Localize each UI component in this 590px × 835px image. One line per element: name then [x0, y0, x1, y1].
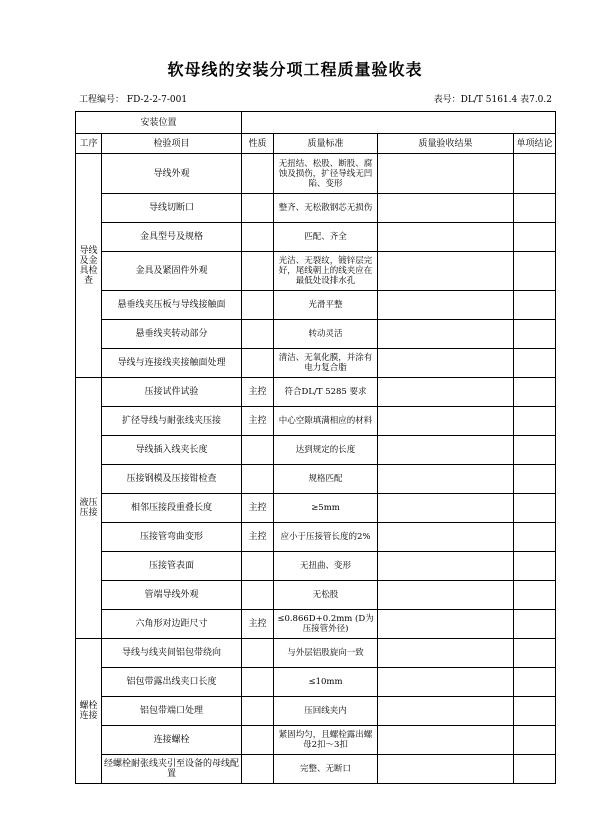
quality-standard: 压回线夹内 [274, 697, 378, 726]
result-cell[interactable] [378, 465, 514, 494]
inspection-item: 六角形对边距尺寸 [102, 610, 242, 639]
table-row [76, 349, 556, 378]
conclusion-cell[interactable] [514, 291, 556, 320]
quality-standard: 光洁、无裂纹，镀锌层完好，尾线朝上的线夹应在最低处设排水孔 [274, 252, 378, 291]
result-cell[interactable] [378, 523, 514, 552]
quality-standard: 达到规定的长度 [274, 436, 378, 465]
table-row [76, 523, 556, 552]
inspection-item: 铝包带露出线夹口长度 [102, 668, 242, 697]
result-cell[interactable] [378, 755, 514, 784]
quality-standard: ≥5mm [274, 494, 378, 523]
result-cell[interactable] [378, 639, 514, 668]
item-nature [242, 194, 274, 223]
header-item: 检验项目 [102, 134, 242, 154]
conclusion-cell[interactable] [514, 436, 556, 465]
quality-standard: 规格匹配 [274, 465, 378, 494]
conclusion-cell[interactable] [514, 697, 556, 726]
result-cell[interactable] [378, 349, 514, 378]
item-nature [242, 223, 274, 252]
conclusion-cell[interactable] [514, 639, 556, 668]
result-cell[interactable] [378, 552, 514, 581]
item-nature [242, 320, 274, 349]
quality-standard: 完整、无断口 [274, 755, 378, 784]
table-row [76, 552, 556, 581]
conclusion-cell[interactable] [514, 494, 556, 523]
table-row [76, 668, 556, 697]
table-row [76, 697, 556, 726]
quality-standard: 匹配、齐全 [274, 223, 378, 252]
project-number-value: FD-2-2-7-001 [126, 95, 188, 105]
inspection-item: 导线与线夹间铝包带绕向 [102, 639, 242, 668]
conclusion-cell[interactable] [514, 252, 556, 291]
conclusion-cell[interactable] [514, 349, 556, 378]
conclusion-cell[interactable] [514, 581, 556, 610]
inspection-item: 压接管弯曲变形 [102, 523, 242, 552]
process-group-label: 液压压接 [76, 378, 102, 639]
inspection-item: 金具型号及规格 [102, 223, 242, 252]
item-nature [242, 465, 274, 494]
quality-standard: 无松股 [274, 581, 378, 610]
inspection-item: 扩径导线与耐张线夹压接 [102, 407, 242, 436]
table-row [76, 610, 556, 639]
item-nature [242, 252, 274, 291]
conclusion-cell[interactable] [514, 668, 556, 697]
item-nature [242, 349, 274, 378]
item-nature [242, 755, 274, 784]
result-cell[interactable] [378, 407, 514, 436]
quality-standard: 紧固均匀，且螺栓露出螺母2扣～3扣 [274, 726, 378, 755]
conclusion-cell[interactable] [514, 194, 556, 223]
table-row [76, 726, 556, 755]
item-nature: 主控 [242, 407, 274, 436]
result-cell[interactable] [378, 223, 514, 252]
result-cell[interactable] [378, 697, 514, 726]
location-value[interactable] [242, 112, 556, 134]
conclusion-cell[interactable] [514, 223, 556, 252]
inspection-item: 导线插入线夹长度 [102, 436, 242, 465]
quality-standard: 清洁、无氧化膜，并涂有电力复合脂 [274, 349, 378, 378]
conclusion-cell[interactable] [514, 378, 556, 407]
result-cell[interactable] [378, 610, 514, 639]
item-nature [242, 154, 274, 194]
table-row [76, 320, 556, 349]
quality-standard: 与外层铝股旋向一致 [274, 639, 378, 668]
conclusion-cell[interactable] [514, 755, 556, 784]
inspection-item: 导线与连接线夹接触面处理 [102, 349, 242, 378]
header-process: 工序 [76, 134, 102, 154]
conclusion-cell[interactable] [514, 552, 556, 581]
quality-standard: 转动灵活 [274, 320, 378, 349]
project-number [79, 92, 187, 105]
inspection-item: 铝包带端口处理 [102, 697, 242, 726]
inspection-item: 压接管表面 [102, 552, 242, 581]
item-nature [242, 697, 274, 726]
quality-standard: 整齐、无松散钢芯无损伤 [274, 194, 378, 223]
conclusion-cell[interactable] [514, 320, 556, 349]
quality-standard: ≤0.866D+0.2mm (D为压接管外径) [274, 610, 378, 639]
header-nature: 性质 [242, 134, 274, 154]
inspection-item: 压接试件试验 [102, 378, 242, 407]
table-row [76, 639, 556, 668]
item-nature [242, 552, 274, 581]
quality-standard: 符合DL/T 5285 要求 [274, 378, 378, 407]
inspection-item: 悬垂线夹压板与导线接触面 [102, 291, 242, 320]
result-cell[interactable] [378, 668, 514, 697]
table-row [76, 291, 556, 320]
conclusion-cell[interactable] [514, 465, 556, 494]
table-row [76, 154, 556, 194]
item-nature [242, 668, 274, 697]
inspection-item: 管端导线外观 [102, 581, 242, 610]
quality-standard: ≤10mm [274, 668, 378, 697]
table-row [76, 465, 556, 494]
inspection-item: 压接钢模及压接钳检查 [102, 465, 242, 494]
table-row [76, 436, 556, 465]
item-nature [242, 726, 274, 755]
table-row [76, 755, 556, 784]
item-nature [242, 436, 274, 465]
item-nature: 主控 [242, 494, 274, 523]
item-nature [242, 639, 274, 668]
result-cell[interactable] [378, 581, 514, 610]
header-conclusion: 单项结论 [514, 134, 556, 154]
process-group-label: 导线及金具检查 [76, 154, 102, 378]
inspection-item: 金具及紧固件外观 [102, 252, 242, 291]
project-number-label: 工程编号： [79, 95, 125, 105]
form-number: 表号：DL/T 5161.4 表7.0.2 [433, 95, 552, 105]
conclusion-cell[interactable] [514, 154, 556, 194]
result-cell[interactable] [378, 494, 514, 523]
inspection-item: 连接螺栓 [102, 726, 242, 755]
result-cell[interactable] [378, 154, 514, 194]
inspection-form-table [75, 111, 556, 784]
inspection-item: 导线外观 [102, 154, 242, 194]
table-row [76, 581, 556, 610]
result-cell[interactable] [378, 252, 514, 291]
table-row [76, 252, 556, 291]
header-result: 质量验收结果 [378, 134, 514, 154]
conclusion-cell[interactable] [514, 726, 556, 755]
inspection-item: 导线切断口 [102, 194, 242, 223]
header-standard: 质量标准 [274, 134, 378, 154]
conclusion-cell[interactable] [514, 523, 556, 552]
conclusion-cell[interactable] [514, 610, 556, 639]
item-nature: 主控 [242, 610, 274, 639]
location-row [76, 112, 556, 134]
inspection-item: 经螺栓耐张线夹引至设备的母线配置 [102, 755, 242, 784]
result-cell[interactable] [378, 726, 514, 755]
page-title: 软母线的安装分项工程质量验收表 [167, 60, 423, 79]
item-nature [242, 581, 274, 610]
table-row [76, 378, 556, 407]
result-cell[interactable] [378, 194, 514, 223]
location-label: 安装位置 [76, 112, 242, 134]
conclusion-cell[interactable] [514, 407, 556, 436]
result-cell[interactable] [378, 436, 514, 465]
inspection-item: 相邻压接段重叠长度 [102, 494, 242, 523]
inspection-item: 悬垂线夹转动部分 [102, 320, 242, 349]
item-nature [242, 291, 274, 320]
item-nature: 主控 [242, 378, 274, 407]
table-row [76, 407, 556, 436]
quality-standard: 中心空隙填满相应的材料 [274, 407, 378, 436]
result-cell[interactable] [378, 291, 514, 320]
result-cell[interactable] [378, 320, 514, 349]
table-row [76, 194, 556, 223]
quality-standard: 光滑平整 [274, 291, 378, 320]
quality-standard: 无扭曲、变形 [274, 552, 378, 581]
quality-standard: 无扭结、松股、断股、腐蚀及损伤，扩径导线无凹陷、变形 [274, 154, 378, 194]
quality-standard: 应小于压接管长度的2% [274, 523, 378, 552]
result-cell[interactable] [378, 378, 514, 407]
header-row [76, 134, 556, 154]
process-group-label: 螺栓连接 [76, 639, 102, 784]
table-row [76, 494, 556, 523]
table-row [76, 223, 556, 252]
item-nature: 主控 [242, 523, 274, 552]
